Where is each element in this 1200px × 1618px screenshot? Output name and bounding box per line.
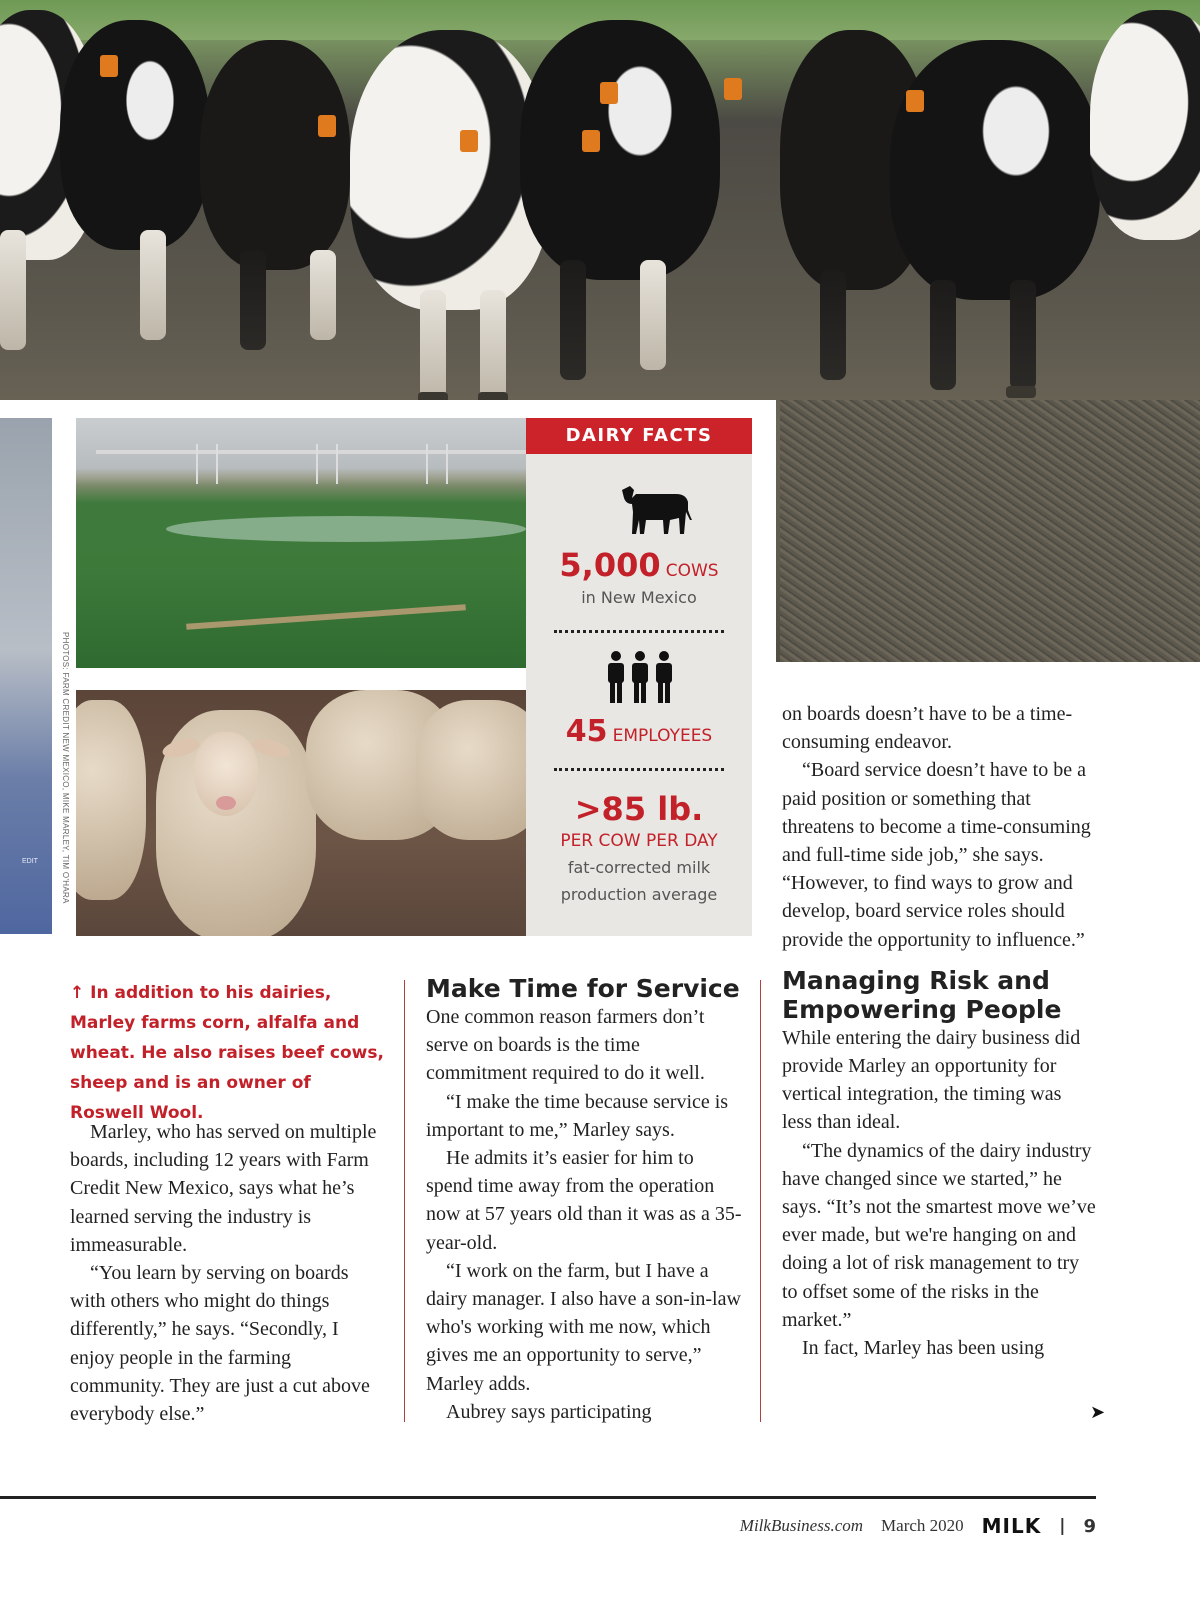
page-footer (740, 1514, 1096, 1538)
pivot-truss (316, 444, 338, 484)
pivot-irrigator (96, 450, 526, 454)
cows-value: 5,000 (559, 546, 661, 584)
cow-leg (560, 260, 586, 380)
ear-tag (460, 130, 478, 152)
continue-arrow-icon[interactable]: ➤ (1090, 1402, 1106, 1423)
ear-tag (582, 130, 600, 152)
pivot-truss (196, 444, 218, 484)
cow-leg (480, 290, 506, 400)
ear-tag (724, 78, 742, 100)
pivot-truss (426, 444, 448, 484)
cow-shape (890, 40, 1100, 300)
sheep-nose (216, 796, 236, 810)
column-rule (760, 980, 761, 1422)
portrait-shirt-text: EDIT (22, 858, 38, 865)
people-icon (604, 650, 676, 704)
cow-shape (200, 40, 350, 270)
fact-milk (526, 790, 752, 908)
employees-value: 45 (565, 714, 608, 749)
cow-leg (820, 270, 846, 380)
footer-issue: March 2020 (881, 1516, 964, 1535)
divider-dotted (554, 630, 724, 633)
milk-desc-1: fat-corrected milk (567, 858, 711, 877)
footer-separator: | (1059, 1516, 1066, 1536)
fact-cows (526, 546, 752, 611)
up-arrow-icon: ↑ (70, 983, 85, 1003)
irrigation-field-photo (76, 418, 526, 668)
caption-text: In addition to his dairies, Marley farms corn, alfalfa and wheat. He also raises beef cows, sheep and is an owner of Roswell Wool. (70, 983, 384, 1123)
cow-hoof (1006, 386, 1036, 398)
col2-paragraph-3: He admits it’s easier for him to spend time away from the operation now at 57 years old than it was as a 35-year-old. (426, 1147, 742, 1254)
hero-ground (780, 400, 1200, 662)
milk-logo: MILK (981, 1514, 1042, 1538)
article-column-2 (426, 974, 742, 1426)
field-road (186, 604, 466, 630)
ear-tag (318, 115, 336, 137)
irrigation-spray (166, 516, 526, 542)
cow-shape (520, 20, 720, 280)
col3-paragraph-4: “The dynamics of the dairy industry have changed since we started,” he says. “It’s not the smartest move we’ve ever made, but we're hanging on and doing a lot of risk management to try to offset some of the risks in the market.” (782, 1139, 1096, 1331)
cow-shape (1090, 10, 1200, 240)
cow-shape (60, 20, 210, 250)
ear-tag (100, 55, 118, 77)
ear-tag (600, 82, 618, 104)
col1-paragraph-1: Marley, who has served on multiple boards, including 12 years with Farm Credit New Mexico, says what he’s learned serving the industry is immeasurable. (70, 1121, 377, 1256)
portrait-photo (0, 418, 52, 934)
col3-paragraph-3: While entering the dairy business did provide Marley an opportunity for vertical integration, the timing was less than ideal. (782, 1026, 1081, 1134)
col3-paragraph-5: In fact, Marley has been using (802, 1337, 1045, 1360)
dairy-facts-heading: DAIRY FACTS (526, 418, 752, 454)
employees-unit: EMPLOYEES (612, 726, 713, 746)
cow-leg (240, 250, 266, 350)
dairy-facts-box (526, 418, 752, 936)
footer-rule (0, 1496, 1096, 1499)
col1-paragraph-2: “You learn by serving on boards with others who might do things differently,” he says. “Secondly, I enjoy people in the farming community. They are just a cut above everybody else.” (70, 1262, 370, 1426)
cow-leg (1010, 280, 1036, 390)
cows-unit: COWS (665, 561, 719, 581)
fact-employees (526, 714, 752, 749)
sheep-photo (76, 690, 526, 936)
cow-leg (640, 260, 666, 370)
cow-leg (420, 290, 446, 400)
ear-tag (906, 90, 924, 112)
milk-desc-2: production average (560, 885, 718, 904)
sheep-wool (76, 700, 146, 900)
cow-leg (0, 230, 26, 350)
cow-leg (310, 250, 336, 340)
photo-caption (70, 978, 390, 1128)
col3-paragraph-1: on boards doesn’t have to be a time-consuming endeavor. (782, 703, 1073, 754)
footer-website[interactable]: MilkBusiness.com (739, 1516, 864, 1535)
cow-leg (140, 230, 166, 340)
milk-value: >85 lb. (574, 790, 704, 828)
milk-unit: PER COW PER DAY (560, 831, 718, 851)
page-number: 9 (1083, 1515, 1096, 1537)
col3-heading: Managing Risk and Empowering People (782, 965, 1062, 1024)
cow-leg (930, 280, 956, 390)
photo-credit: PHOTOS: FARM CREDIT NEW MEXICO, MIKE MARLEY, TIM O'HARA (61, 632, 70, 904)
col3-paragraph-2: “Board service doesn’t have to be a paid position or something that threatens to become a time-consuming and full-time side job,” she says. “However, to find ways to grow and develop, board service roles should provide the opportunity to influence.” (782, 759, 1091, 951)
col2-paragraph-4: “I work on the farm, but I have a dairy manager. I also have a son-in-law who's working with me now, which gives me an opportunity to serve,” Marley adds. (426, 1259, 741, 1395)
article-column-3 (782, 700, 1096, 1362)
cow-icon (620, 480, 696, 536)
article-column-1 (70, 1118, 386, 1428)
cows-location: in New Mexico (581, 588, 697, 607)
column-rule (404, 980, 405, 1422)
col2-paragraph-5: Aubrey says participating (446, 1400, 652, 1423)
col2-heading: Make Time for Service (426, 974, 740, 1003)
divider-dotted (554, 768, 724, 771)
col2-paragraph-2: “I make the time because service is important to me,” Marley says. (426, 1090, 729, 1141)
col2-paragraph-1: One common reason farmers don’t serve on boards is the time commitment required to do it well. (426, 1006, 705, 1085)
sheep-wool (416, 700, 526, 840)
